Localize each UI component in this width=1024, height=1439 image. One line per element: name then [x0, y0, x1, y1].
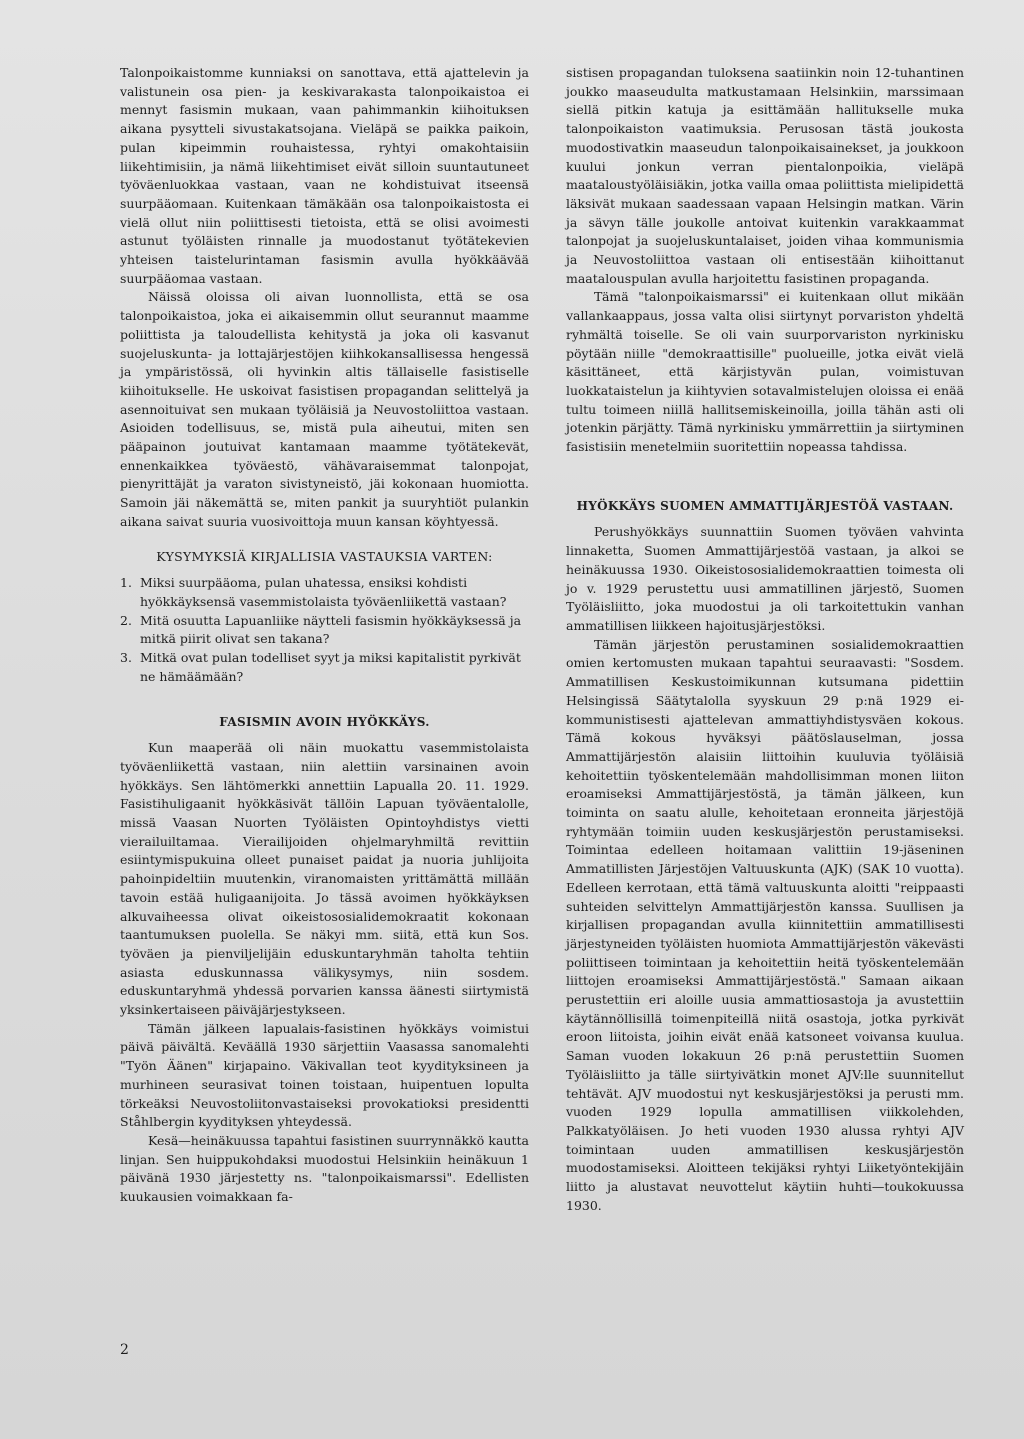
paragraph: Tämän järjestön perustaminen sosialidemokraattien omien kertomusten mukaan tapahtui seuraavasti: "Sosdem. Ammatillisen Keskustoimikunnan kutsumana pidettiin Helsingissä Säätytalolla syyskuun 29 p:nä 1929 ei-kommunistisesti ajattelevan ammattiyhdistysväen kokous. Tämä kokous hyväksyi päätöslauselman, jossa Ammattijärjestön alaisiin liittoihin kuuluvia työläisiä kehoitettiin työskentelemään mahdollisimman monen liiton eroamiseksi Ammattijärjestöstä, ja tämän jälkeen, kun toiminta on saatu alulle, kehoitetaan eronneita järjestöjä ryhtymään toimiin uuden keskusjärjestön perustamiseksi. Toimintaa edelleen hoitamaan valittiin 19-jäseninen Ammatillisten Järjestöjen Valtuuskunta (AJK) (SAK 10 vuotta). Edelleen kerrotaan, että tämä valtuuskunta aloitti "reippaasti suhteiden selvittelyn Ammattijärjestön kanssa. Suullisen ja kirjallisen propagandan avulla kiinnitettiin ammatillisesti järjestyneiden työläisten huomiota Ammattijärjestön väkevästi poliittiseen toimintaan ja kehoitettiin heitä työskentelemään liittojen eroamiseksi Ammattijärjestöstä." Samaan aikaan perustettiin eri aloille uusia ammattiosastoja ja avustettiin käytännöllisillä toimenpiteillä niitä osastoja, jotka pyrkivät eroon liitoista, joihin eivät enää katsoneet voivansa kuulua. Saman vuoden lokakuun 26 p:nä perustettiin Suomen Työläisliitto ja tälle siirtyivätkin monet AJV:lle suunnitellut tehtävät. AJV muodostui nyt keskusjärjestöksi ja perusti mm. vuoden 1929 lopulla ammatillisen viikkolehden, Palkkatyöläisen. Jo heti vuoden 1930 alussa ryhtyi AJV toimintaan uuden ammatillisen keskusjärjestön muodostamiseksi. Aloitteen tekijäksi ryhtyi Liiketyöntekijäin liitto ja alustavat neuvottelut käytiin huhti—toukokuussa 1930. — [566, 636, 964, 1213]
question-item — [120, 612, 529, 649]
question-text: Miksi suurpääoma, pulan uhatessa, ensiksi kohdisti hyökkäyksensä vasemmistolaista työväenliikettä vastaan? — [140, 575, 507, 609]
page-number: 2 — [120, 1342, 129, 1358]
question-item — [120, 574, 529, 611]
paragraph: sistisen propagandan tuloksena saatiinkin noin 12-tuhantinen joukko maaseudulta matkustamaan Helsinkiin, marssimaan siellä pitkin katuja ja esittämään hallitukselle muka talonpoikaiston vaatimuksia. Perusosan tästä joukosta muodostivatkin maaseudun talonpoikaisainekset, ja joukkoon kuului jonkun verran pientalonpoikia, vieläpä maataloustyöläisiäkin, jotka vailla omaa poliittista mielipidettä läksivät mukaan saadessaan vapaan Helsingin matkan. Värin ja sävyn tälle joukolle antoivat kuitenkin varakkaammat talonpojat ja suojeluskuntalaiset, joiden vihaa kommunismia ja Neuvostoliittoa vastaan oli entisestään kiihoittanut maatalouspulan avulla harjoitettu fasistinen propaganda. — [566, 65, 964, 286]
paragraph: Perushyökkäys suunnattiin Suomen työväen vahvinta linnaketta, Suomen Ammattijärjestöä vastaan, ja alkoi se heinäkuussa 1930. Oikeistososialidemokraattien toimesta oli jo v. 1929 perustettu uusi ammatillinen järjestö, Suomen Työläisliitto, joka muodostui ja oli tarkoitettukin vanhan ammatillisen liikkeen hajoitusjärjestöksi. — [566, 524, 964, 633]
right-column — [566, 64, 964, 1215]
section-heading: HYÖKKÄYS SUOMEN AMMATTIJÄRJESTÖÄ VASTAAN. — [576, 498, 954, 513]
paragraph: Näissä oloissa oli aivan luonnollista, että se osa talonpoikaistoa, joka ei aikaisemmin ollut seurannut maamme poliittista ja taloudellista kehitystä ja joka oli kasvanut suojeluskunta- ja lottajärjestöjen kiihkokansallisessa hengessä ja ympäristössä, oli hyvinkin altis tällaiselle fasistiselle kiihoitukselle. He uskoivat fasistisen propagandan selittelyä ja asennoituivat sen mukaan työläisiä ja Neuvostoliittoa vastaan. Asioiden todellisuus, se, mistä pula aiheutui, miten sen pääpainon joutuivat kantamaan maamme työtätekevät, ennenkaikkea työväestö, vähävaraisemmat talonpojat, pienyrittäjät ja varaton sivistyneistö, jäi kokonaan huomiotta. Samoin jäi näkemättä se, miten pankit ja suuryhtiöt pulankin aikana saivat suuria vuosivoittoja muun kansan köyhtyessä. — [120, 289, 529, 529]
paragraph: Tämä "talonpoikaismarssi" ei kuitenkaan ollut mikään vallankaappaus, jossa valta olisi siirtynyt porvariston yhdeltä ryhmältä toiselle. Se oli vain suurporvariston nyrkinisku pöytään niille "demokraattisille" puolueille, jotka eivät vielä käsittäneet, että kärjistyvän pulan, voimistuvan luokkataistelun ja kiihtyvien sotavalmistelujen oloissa ei enää tultu toimeen niillä hallitsemiskeinoilla, joilla tähän asti oli jotenkin pärjätty. Tämä nyrkinisku ymmärrettiin ja siirtyminen fasistisiin menetelmiin suoritettiin nopeassa tahdissa. — [566, 289, 964, 455]
left-column — [120, 64, 529, 1207]
questions-heading: KYSYMYKSIÄ KIRJALLISIA VASTAUKSIA VARTEN: — [156, 548, 493, 564]
paragraph: Kesä—heinäkuussa tapahtui fasistinen suurrynnäkkö kautta linjan. Sen huippukohdaksi muodostui Helsinkiin heinäkuun 1 päivänä 1930 järjestetty ns. "talonpoikaismarssi". Edellisten kuukausien voimakkaan fa- — [120, 1132, 529, 1205]
question-number: 3. — [120, 650, 132, 666]
question-item — [120, 649, 529, 686]
question-number: 2. — [120, 612, 132, 628]
paragraph: Tämän jälkeen lapualais-fasistinen hyökkäys voimistui päivä päivältä. Keväällä 1930 särjettiin Vaasassa sanomalehti "Työn Äänen" kirjapaino. Väkivallan teot kyydityksineen ja murhineen seurasivat toinen toistaan, huipentuen lopulta törkeäksi Neuvostoliitonvastaiseksi provokatioksi presidentti Ståhlbergin kyydityksen yhteydessä. — [120, 1020, 529, 1130]
questions-list — [120, 574, 529, 686]
question-number: 1. — [120, 575, 132, 591]
paragraph: Talonpoikaistomme kunniaksi on sanottava, että ajattelevin ja valistunein osa pien- ja keskivarakasta talonpoikaistoa ei mennyt fasismin mukaan, vaan pahimmankin kiihoituksen aikana pysytteli sivustakatsojana. Vieläpä se paikka paikoin, pulan kipeimmin rouhaistessa, ryhtyi omakohtaisiin liikehtimisiin, ja nämä liikehtimiset eivät silloin suuntautuneet työväenluokkaa vastaan, vaan ne kohdistuivat itseensä suurpääomaan. Kuitenkaan tämäkään osa talonpoikaistosta ei vielä ollut niin poliittisesti tietoista, että se olisi avoimesti astunut työläisten rinnalle ja muodostanut työtätekevien yhteisen taistelurintaman fasismin avulla hyökkäävää suurpääomaa vastaan. — [120, 65, 529, 286]
paragraph: Kun maaperää oli näin muokattu vasemmistolaista työväenliikettä vastaan, niin alettiin varsinainen avoin hyökkäys. Sen lähtömerkki annettiin Lapualla 20. 11. 1929. Fasistihuligaanit hyökkäsivät tällöin Lapuan työväentalolle, missä Vaasan Nuorten Työläisten Opintoyhdistys vietti vierailuiltamaa. Vierailijoiden ohjelmaryhmiltä revittiin esiintymispukuina olleet punaiset paidat ja nuoria juhlijoita pahoinpideltiin muutenkin, viranomaisten yrittämättä millään tavoin estää huligaanijoita. Jo tässä avoimen hyökkäyksen alkuvaiheessa olivat oikeistososialidemokraatit kokonaan taantumuksen puolella. Se näkyi mm. siitä, että kun Sos. työväen ja pienviljelijäin eduskuntaryhmän taholta tehtiin asiasta eduskunnassa välikysymys, niin sosdem. eduskuntaryhmä yhdessä porvarien kanssa äänesti siirtymistä yksinkertaiseen päiväjärjestykseen. — [120, 740, 529, 1018]
question-text: Mitkä ovat pulan todelliset syyt ja miksi kapitalistit pyrkivät ne hämäämään? — [140, 650, 521, 684]
section-heading: FASISMIN AVOIN HYÖKKÄYS. — [219, 714, 430, 729]
question-text: Mitä osuutta Lapuanliike näytteli fasismin hyökkäyksessä ja mitkä piirit olivat sen takana? — [140, 612, 522, 647]
